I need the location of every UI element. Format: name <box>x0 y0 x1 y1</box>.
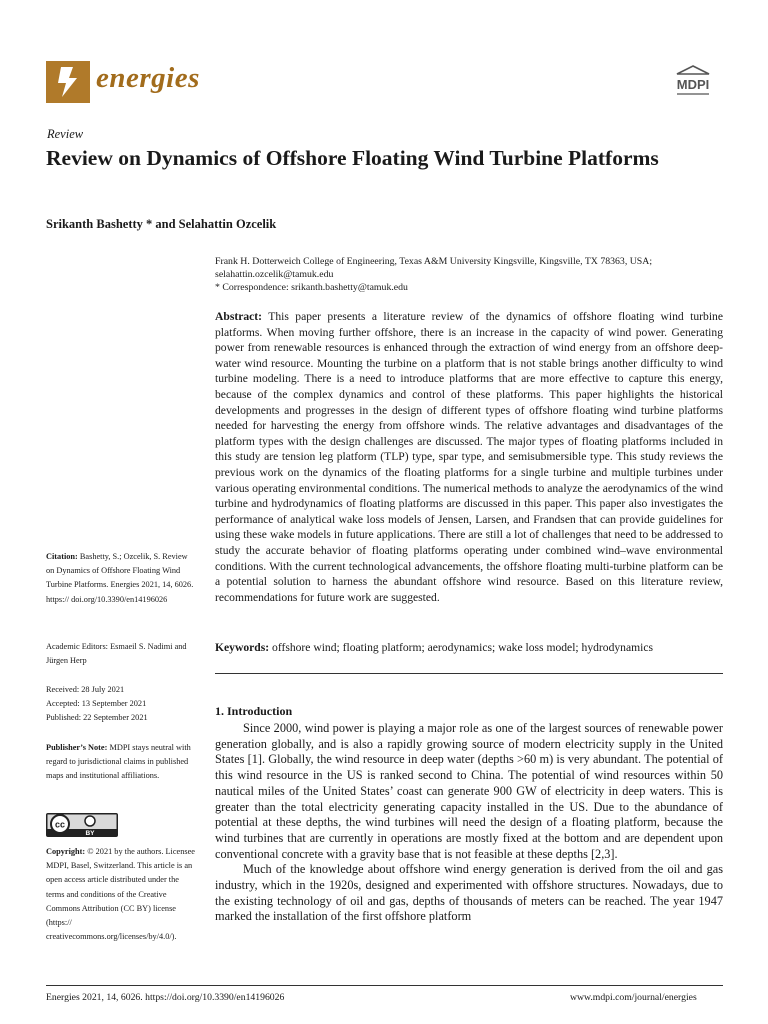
publisher-logo <box>666 65 720 101</box>
copyright-text[interactable]: © 2021 by the authors. Licensee MDPI, Basel, Switzerland. This article is an open access article distributed under the terms and conditions of the Creative Commons Attribution (CC BY) license (https:// creativecommons.org/licenses/by/4.0/). <box>46 847 195 942</box>
citation-text[interactable]: Bashetty, S.; Ozcelik, S. Review on Dynamics of Offshore Floating Wind Turbine Platforms. Energies 2021, 14, 6026. https:// doi.org/10.3390/en14196026 <box>46 552 194 604</box>
abstract <box>215 309 723 605</box>
page-title: Review on Dynamics of Offshore Floating Wind Turbine Platforms <box>46 146 659 170</box>
affiliation-email[interactable]: selahattin.ozcelik@tamuk.edu <box>215 269 334 280</box>
footer-citation[interactable]: Energies 2021, 14, 6026. https://doi.org/10.3390/en14196026 <box>46 992 285 1003</box>
intro-paragraph: Since 2000, wind power is playing a major role as one of the largest sources of renewable power generation globally, and is also a rapidly growing source of modern electricity supply in the United States [1]. Globally, the wind resource in deep water (depths >60 m) is very abundant. The potential of this wind resource in the US is ranked second to China. The potential of wind resources within 50 nautical miles of the United States’ coast can generate 900 GW of electricity in deep waters. This is greater than the total electricity generating capacity installed in the US. Due to the abundance of potential at these depths, the wind turbines will need the design of a floating platform, because the wind turbines that are currently in operations are mostly fixed at the bottom and are dependent upon conventional concrete with a gravity base that is not feasible at these depths [2,3]. <box>215 721 723 861</box>
sidebar-dates <box>46 683 198 726</box>
abstract-label: Abstract: <box>215 310 263 323</box>
license-badge[interactable] <box>46 813 118 837</box>
sidebar-editors <box>46 640 198 668</box>
correspondence[interactable]: * Correspondence: srikanth.bashetty@tamuk.edu <box>215 282 408 293</box>
abstract-text: This paper presents a literature review of the dynamics of offshore floating wind turbine platforms. When moving further offshore, there is an increase in the capacity of wind power. Generating power from renewable resources is enhanced through the extraction of wind energy from an offshore deep-water wind resource. Mounting the turbine on a platform that is not stable brings another difficulty to wind turbine modeling. There is a need to introduce platforms that are more effective to capture this energy, because of the complex dynamics and control of these platforms. This paper highlights the historical developments and progresses in the design of different types of offshore floating wind turbine platforms needed for harvesting the energy from offshore winds. The relative advantages and disadvantages of the platform types with the design challenges are discussed. The major types of floating platforms included in this study are tension leg platform (TLP) type, spar type, and semisubmersible type. This study reviews the previous work on the dynamics of the floating platforms for a single turbine and multiple turbines under various operating environmental conditions. The numerical methods to analyze the aerodynamics of the wind turbine and hydrodynamics of floating platforms are discussed in this paper. This paper also investigates the performance of analytical wake loss models of Jensen, Larsen, and Frandsen that can provide guidelines for using these wake models in future applications. There are still a lot of challenges that need to be addressed to study the accurate behavior of floating platforms operating under combined wind–wave environmental conditions. With the current technological advancements, the offshore floating multi-turbine platform can be a potential solution to harness the abundant offshore wind resource. Based on this literature review, recommendations for future work are suggested. <box>215 310 723 604</box>
svg-text:cc: cc <box>54 819 66 830</box>
intro-body <box>215 721 723 925</box>
article-type: Review <box>47 127 84 141</box>
accepted-date: Accepted: 13 September 2021 <box>46 699 147 709</box>
note-label: Publisher’s Note: <box>46 743 108 752</box>
affiliation-line: Frank H. Dotterweich College of Engineering, Texas A&M University Kingsville, Kingsville, TX 78363, USA; <box>215 256 653 267</box>
authors: Srikanth Bashetty * and Selahattin Ozcelik <box>46 217 277 231</box>
copyright-label: Copyright: <box>46 847 86 856</box>
footer-url[interactable]: www.mdpi.com/journal/energies <box>570 992 697 1003</box>
sidebar-publisher-note <box>46 741 198 784</box>
affiliation <box>215 255 720 294</box>
footer-divider <box>46 985 723 986</box>
editors-text: Esmaeil S. Nadimi and Jürgen Herp <box>46 642 187 666</box>
sidebar-copyright <box>46 845 198 944</box>
svg-text:BY: BY <box>85 830 95 837</box>
received-date: Received: 28 July 2021 <box>46 685 125 694</box>
section-divider <box>215 673 723 674</box>
intro-paragraph: Much of the knowledge about offshore wind energy generation is derived from the oil and gas industry, which in the 1920s, designed and experimented with offshore structures. Nowadays, due to the existing technology of oil and gas, depths of thousands of meters can be reached. The year 1947 marked the installation of the first offshore platform <box>215 862 723 924</box>
note-text: MDPI stays neutral with regard to jurisdictional claims in published maps and institutional affiliations. <box>46 743 191 781</box>
published-date: Published: 22 September 2021 <box>46 713 148 723</box>
journal-name: energies <box>96 62 200 94</box>
sidebar-citation <box>46 550 198 607</box>
svg-text:MDPI: MDPI <box>676 77 710 92</box>
section-heading: 1. Introduction <box>215 704 293 718</box>
citation-label: Citation: <box>46 552 78 561</box>
journal-logo-icon <box>46 61 90 103</box>
keywords-label: Keywords: <box>215 641 270 654</box>
keywords-text: offshore wind; floating platform; aerodynamics; wake loss model; hydrodynamics <box>272 641 654 654</box>
editors-label: Academic Editors: <box>46 642 108 651</box>
keywords <box>215 640 723 655</box>
